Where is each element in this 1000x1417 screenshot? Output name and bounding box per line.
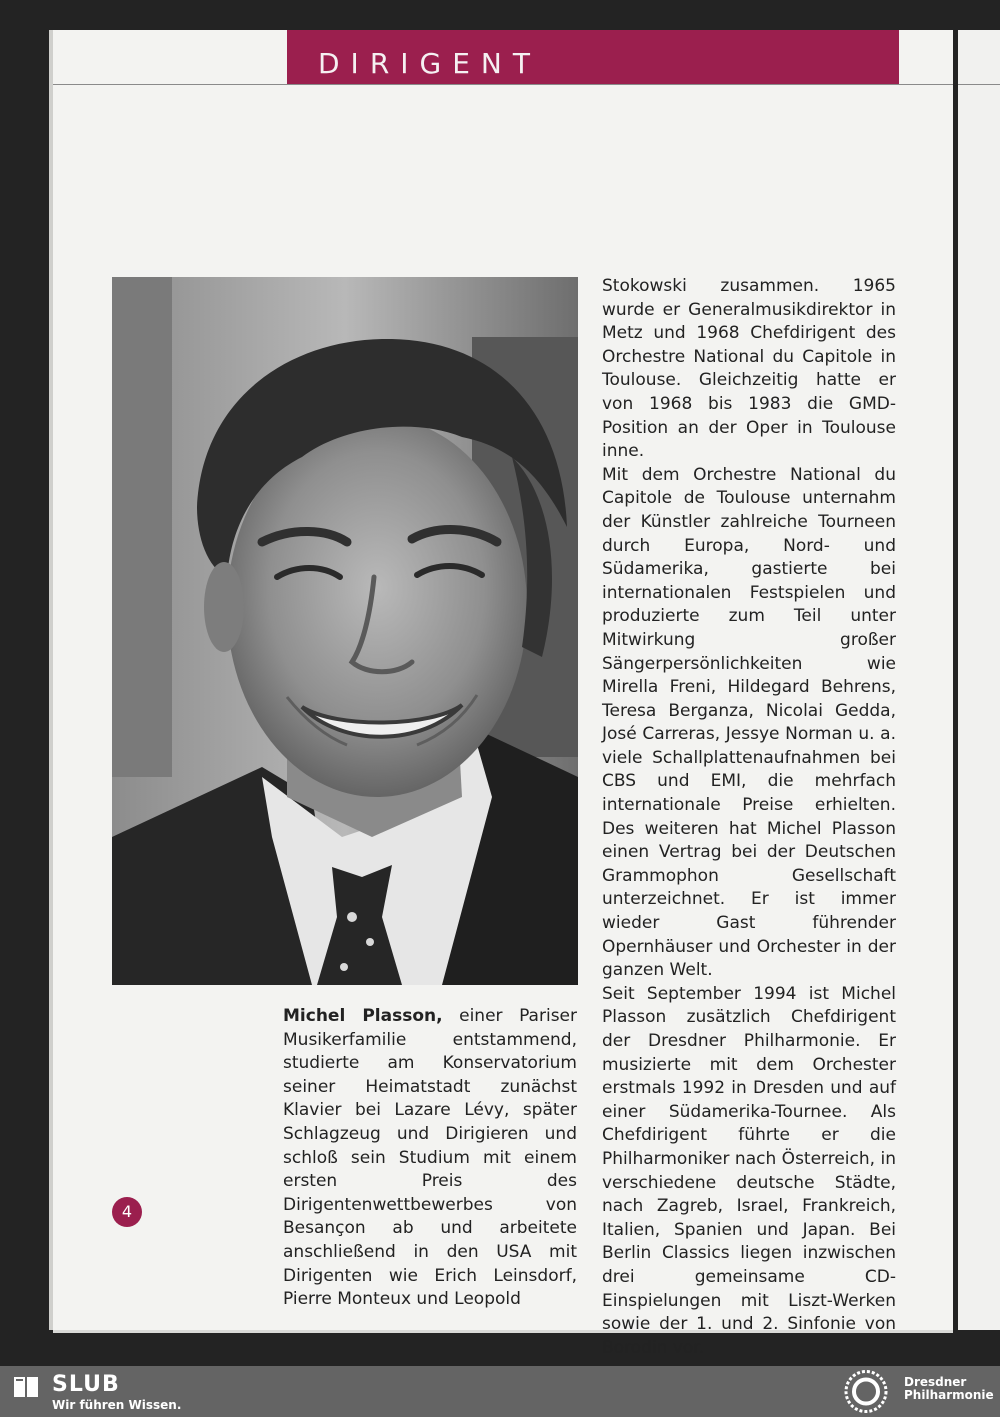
library-name: SLUB — [52, 1372, 120, 1397]
partner-name-line-1: Dresdner — [904, 1375, 967, 1389]
portrait-photo-icon — [112, 277, 578, 985]
partner-name-line-2: Philharmonie — [904, 1388, 994, 1402]
adjacent-header-rule — [958, 84, 1000, 85]
library-footer-bar — [0, 1366, 1000, 1417]
article-intro-paragraph — [283, 1005, 577, 1312]
career-paragraph-3: Seit September 1994 ist Michel Plasson zusätzlich Chefdirigent der Dresdner Philharmonie. Er musizierte mit dem Orchester erstmals 1992 in Dresden und auf einer Südamerika-Tournee. Als Chefdirigent führte er die Philharmoniker nach Österreich, in verschiedene deutsche Städte, nach Zagreb, Israel, Frankreich, Italien, Spanien und Japan. Bei Berlin Classics liegen inzwischen drei gemeinsame CD-Einspielungen mit Liszt-Werken sowie der 1. und 2. Sinfonie von Borodin vor. — [602, 983, 896, 1358]
intro-text: einer Pariser Musikerfamilie entstammend, studierte am Konservatorium seiner Heimatstadt zunächst Klavier bei Lazare Lévy, später Schlagzeug und Dirigieren und schloß sein Studium mit einem ersten Preis des Dirigentenwettbewerbes von Besançon ab und arbeitete anschließend in den USA mit Dirigenten wie Erich Leinsdorf, Pierre Monteux und Leopold — [283, 1006, 577, 1310]
conductor-portrait-photo — [112, 277, 578, 985]
career-paragraph-2: Mit dem Orchestre National du Capitole de Toulouse unternahm der Künstler zahlreiche Tourneen durch Europa, Nord- und Südamerika, gastierte bei internationalen Festspielen und produzierte zum Teil unter Mitwirkung großer Sängerpersönlichkeiten wie Mirella Freni, Hildegard Behrens, Teresa Berganza, Nicolai Gedda, José Carreras, Jessye Norman u. a. viele Schallplattenaufnahmen bei CBS und EMI, die mehrfach internationale Preise erhielten. Des weiteren hat Michel Plasson einen Vertrag bei der Deutschen Grammophon Gesellschaft unterzeichnet. Er ist immer wieder Gast führender Opernhäuser und Orchester in der ganzen Welt. — [602, 464, 896, 981]
page-number-badge: 4 — [112, 1197, 142, 1227]
library-tagline: Wir führen Wissen. — [52, 1398, 182, 1412]
partner-name — [904, 1376, 994, 1402]
slub-logo-icon — [12, 1373, 40, 1401]
adjacent-page-edge — [958, 30, 1000, 1330]
article-left-column — [283, 1005, 577, 1312]
dresdner-philharmonie-logo-icon — [842, 1369, 890, 1414]
section-title: DIRIGENT — [318, 47, 541, 80]
conductor-name: Michel Plasson, — [283, 1006, 443, 1026]
article-right-column — [602, 275, 896, 1360]
career-paragraph-1: Stokowski zusammen. 1965 wurde er Generalmusikdirektor in Metz und 1968 Chefdirigent des Orchestre National du Capitole in Toulouse. Gleichzeitig hatte er von 1968 bis 1983 die GMD-Position an der Oper in Toulouse inne. — [602, 276, 896, 462]
header-rule — [53, 84, 953, 85]
